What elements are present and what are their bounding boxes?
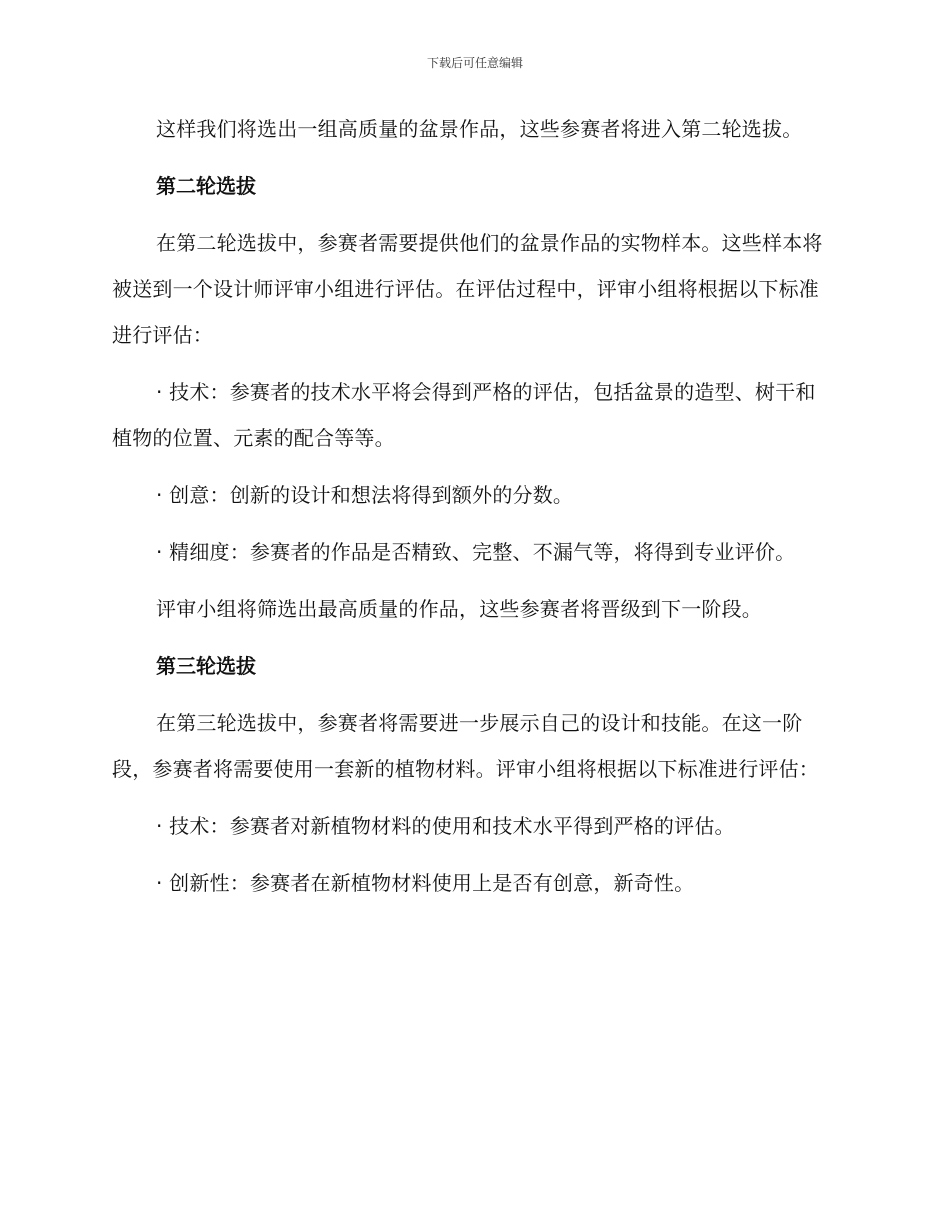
section-heading-round-2: 第二轮选拔	[156, 174, 256, 198]
document-body	[112, 106, 834, 917]
section-heading-round-3: 第三轮选拔	[156, 654, 256, 678]
paragraph-round-3: 在第三轮选拔中，参赛者将需要进一步展示自己的设计和技能。在这一阶段，参赛者将需要使用一套新的植物材料。评审小组将根据以下标准进行评估：	[112, 711, 819, 781]
paragraph-round-2: 在第二轮选拔中，参赛者需要提供他们的盆景作品的实物样本。这些样本将被送到一个设计师评审小组进行评估。在评估过程中，评审小组将根据以下标准进行评估：	[112, 231, 823, 347]
bullet-innovation: · 创新性：参赛者在新植物材料使用上是否有创意，新奇性。	[156, 871, 695, 895]
paragraph-intro: 这样我们将选出一组高质量的盆景作品，这些参赛者将进入第二轮选拔。	[156, 117, 803, 141]
bullet-creativity: · 创意：创新的设计和想法将得到额外的分数。	[156, 483, 574, 507]
bullet-technique: · 技术：参赛者的技术水平将会得到严格的评估，包括盆景的造型、树干和植物的位置、元素的配合等等。	[112, 380, 816, 450]
bullet-new-material-technique: · 技术：参赛者对新植物材料的使用和技术水平得到严格的评估。	[156, 814, 735, 838]
page-header: 下载后可任意编辑	[426, 56, 523, 70]
paragraph-round-2-summary: 评审小组将筛选出最高质量的作品，这些参赛者将晋级到下一阶段。	[156, 597, 762, 621]
bullet-detail: · 精细度：参赛者的作品是否精致、完整、不漏气等，将得到专业评价。	[156, 540, 796, 564]
